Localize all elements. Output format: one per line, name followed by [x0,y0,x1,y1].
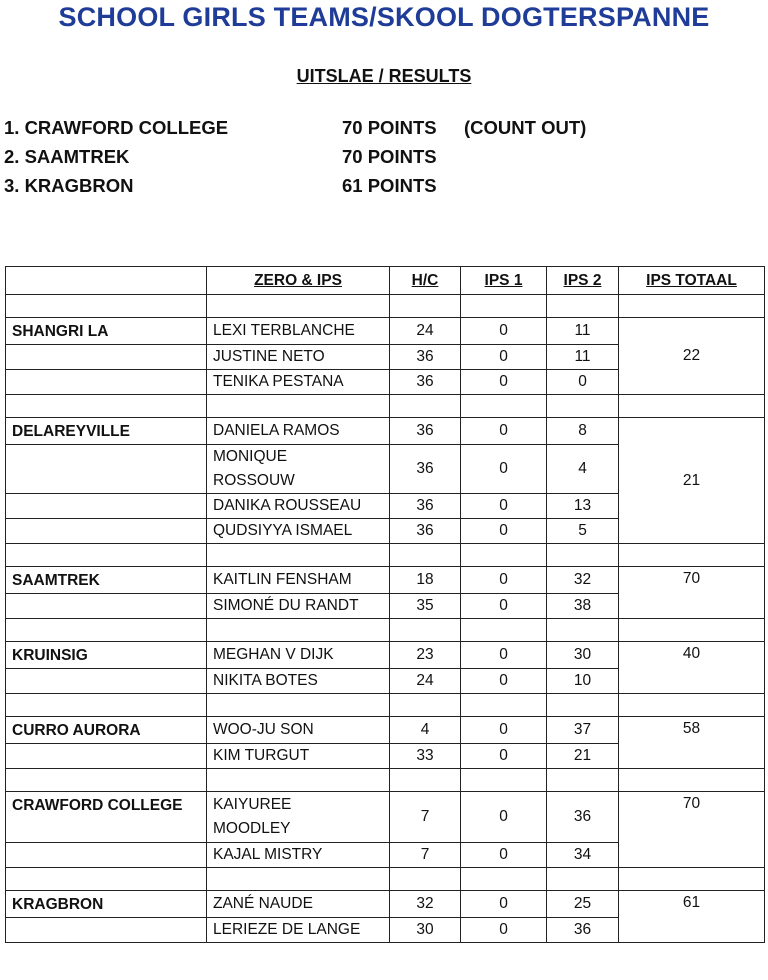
spacer-cell [461,769,547,792]
spacer-cell [461,868,547,891]
player-name: NIKITA BOTES [207,669,390,694]
spacer-cell [547,619,619,642]
spacer-cell [207,769,390,792]
hc-value: 24 [390,318,461,345]
spacer-cell [619,694,765,717]
page-title: SCHOOL GIRLS TEAMS/SKOOL DOGTERSPANNE [58,2,710,32]
hc-value: 33 [390,744,461,769]
spacer-row [6,769,765,792]
header-team [6,267,207,295]
spacer-cell [619,544,765,567]
spacer-cell [6,868,207,891]
spacer-cell [207,295,390,318]
player-name: KAIYUREE MOODLEY [207,792,390,843]
team-name: KRAGBRON [6,891,207,918]
spacer-cell [547,395,619,418]
spacer-cell [547,694,619,717]
scores-table [5,266,765,943]
spacer-cell [461,694,547,717]
hc-value: 4 [390,717,461,744]
ips1-value: 0 [461,717,547,744]
ips2-value: 30 [547,642,619,669]
spacer-cell [619,295,765,318]
spacer-cell [207,868,390,891]
spacer-cell [6,694,207,717]
player-name: LERIEZE DE LANGE [207,918,390,943]
ips1-value: 0 [461,318,547,345]
team-name: DELAREYVILLE [6,418,207,445]
ips-total-value: 70 [619,792,765,868]
player-name: WOO-JU SON [207,717,390,744]
hc-value: 18 [390,567,461,594]
hc-value: 24 [390,669,461,694]
table-row [6,717,765,744]
ips2-value: 0 [547,370,619,395]
ips2-value: 25 [547,891,619,918]
spacer-cell [6,544,207,567]
hc-value: 32 [390,891,461,918]
team-name: KRUINSIG [6,642,207,669]
spacer-cell [390,295,461,318]
spacer-cell [547,868,619,891]
ips2-value: 10 [547,669,619,694]
ips-total-value: 61 [619,891,765,943]
ips2-value: 32 [547,567,619,594]
spacer-cell [6,295,207,318]
spacer-cell [6,619,207,642]
spacer-cell [390,395,461,418]
player-name: MEGHAN V DIJK [207,642,390,669]
player-name: KAITLIN FENSHAM [207,567,390,594]
spacer-cell [6,769,207,792]
ips2-value: 21 [547,744,619,769]
ips1-value: 0 [461,918,547,943]
team-cell [6,594,207,619]
ips2-value: 38 [547,594,619,619]
spacer-cell [619,619,765,642]
spacer-cell [547,544,619,567]
spacer-cell [461,619,547,642]
ips2-value: 36 [547,792,619,843]
header-player: ZERO & IPS [207,267,390,295]
ips1-value: 0 [461,445,547,494]
header-hc: H/C [390,267,461,295]
spacer-cell [547,295,619,318]
hc-value: 36 [390,370,461,395]
ips1-value: 0 [461,345,547,370]
team-cell [6,494,207,519]
team-cell [6,669,207,694]
ips1-value: 0 [461,642,547,669]
team-cell [6,843,207,868]
result-note: (COUNT OUT) [464,117,587,138]
header-ips-total: IPS TOTAAL [619,267,765,295]
player-name: LEXI TERBLANCHE [207,318,390,345]
hc-value: 36 [390,494,461,519]
spacer-cell [207,619,390,642]
ips2-value: 37 [547,717,619,744]
ips2-value: 8 [547,418,619,445]
player-name: JUSTINE NETO [207,345,390,370]
ips1-value: 0 [461,494,547,519]
ips1-value: 0 [461,370,547,395]
team-cell [6,370,207,395]
ips-total-value: 70 [619,567,765,619]
spacer-row [6,868,765,891]
result-points: 61 POINTS [342,175,437,196]
hc-value: 35 [390,594,461,619]
result-place: 3. KRAGBRON [4,175,134,196]
ips1-value: 0 [461,891,547,918]
result-place: 2. SAAMTREK [4,146,130,167]
player-name: MONIQUE ROSSOUW [207,445,390,494]
player-name: KIM TURGUT [207,744,390,769]
team-name: SAAMTREK [6,567,207,594]
hc-value: 36 [390,445,461,494]
result-place: 1. CRAWFORD COLLEGE [4,117,229,138]
ips2-value: 34 [547,843,619,868]
spacer-cell [461,544,547,567]
hc-value: 36 [390,519,461,544]
player-name: DANIKA ROUSSEAU [207,494,390,519]
table-row [6,891,765,918]
player-name: QUDSIYYA ISMAEL [207,519,390,544]
spacer-row [6,395,765,418]
result-points: 70 POINTS [342,146,437,167]
ips1-value: 0 [461,669,547,694]
team-name: CURRO AURORA [6,717,207,744]
table-row [6,318,765,345]
ips1-value: 0 [461,567,547,594]
results-heading: UITSLAE / RESULTS [296,66,472,86]
team-name: CRAWFORD COLLEGE [6,792,207,843]
ips1-value: 0 [461,792,547,843]
table-header-row [6,267,765,295]
player-name: KAJAL MISTRY [207,843,390,868]
team-name: SHANGRI LA [6,318,207,345]
spacer-cell [547,769,619,792]
table-row [6,792,765,843]
table-row [6,642,765,669]
spacer-cell [207,544,390,567]
player-name: DANIELA RAMOS [207,418,390,445]
ips1-value: 0 [461,843,547,868]
ips1-value: 0 [461,519,547,544]
spacer-cell [619,769,765,792]
hc-value: 7 [390,792,461,843]
team-cell [6,345,207,370]
ips1-value: 0 [461,594,547,619]
spacer-row [6,295,765,318]
header-ips2: IPS 2 [547,267,619,295]
spacer-cell [207,395,390,418]
team-cell [6,744,207,769]
hc-value: 36 [390,345,461,370]
spacer-cell [6,395,207,418]
ips2-value: 11 [547,345,619,370]
table-row [6,418,765,445]
scores-table-body [6,267,765,943]
team-cell [6,519,207,544]
ips2-value: 11 [547,318,619,345]
hc-value: 36 [390,418,461,445]
hc-value: 23 [390,642,461,669]
table-row [6,567,765,594]
result-points: 70 POINTS [342,117,437,138]
player-name: ZANÉ NAUDE [207,891,390,918]
ips-total-value: 22 [619,318,765,395]
team-cell [6,445,207,494]
spacer-cell [461,395,547,418]
spacer-cell [390,769,461,792]
spacer-cell [619,868,765,891]
ips-total-value: 40 [619,642,765,694]
ips-total-value: 21 [619,418,765,544]
player-name: SIMONÉ DU RANDT [207,594,390,619]
hc-value: 7 [390,843,461,868]
header-ips1: IPS 1 [461,267,547,295]
ips2-value: 36 [547,918,619,943]
spacer-cell [390,694,461,717]
spacer-cell [461,295,547,318]
ips2-value: 4 [547,445,619,494]
spacer-cell [390,868,461,891]
ips-total-value: 58 [619,717,765,769]
hc-value: 30 [390,918,461,943]
ips1-value: 0 [461,744,547,769]
spacer-cell [207,694,390,717]
spacer-row [6,619,765,642]
team-cell [6,918,207,943]
spacer-cell [390,544,461,567]
spacer-cell [619,395,765,418]
spacer-row [6,694,765,717]
player-name: TENIKA PESTANA [207,370,390,395]
ips2-value: 13 [547,494,619,519]
spacer-row [6,544,765,567]
ips1-value: 0 [461,418,547,445]
spacer-cell [390,619,461,642]
ips2-value: 5 [547,519,619,544]
